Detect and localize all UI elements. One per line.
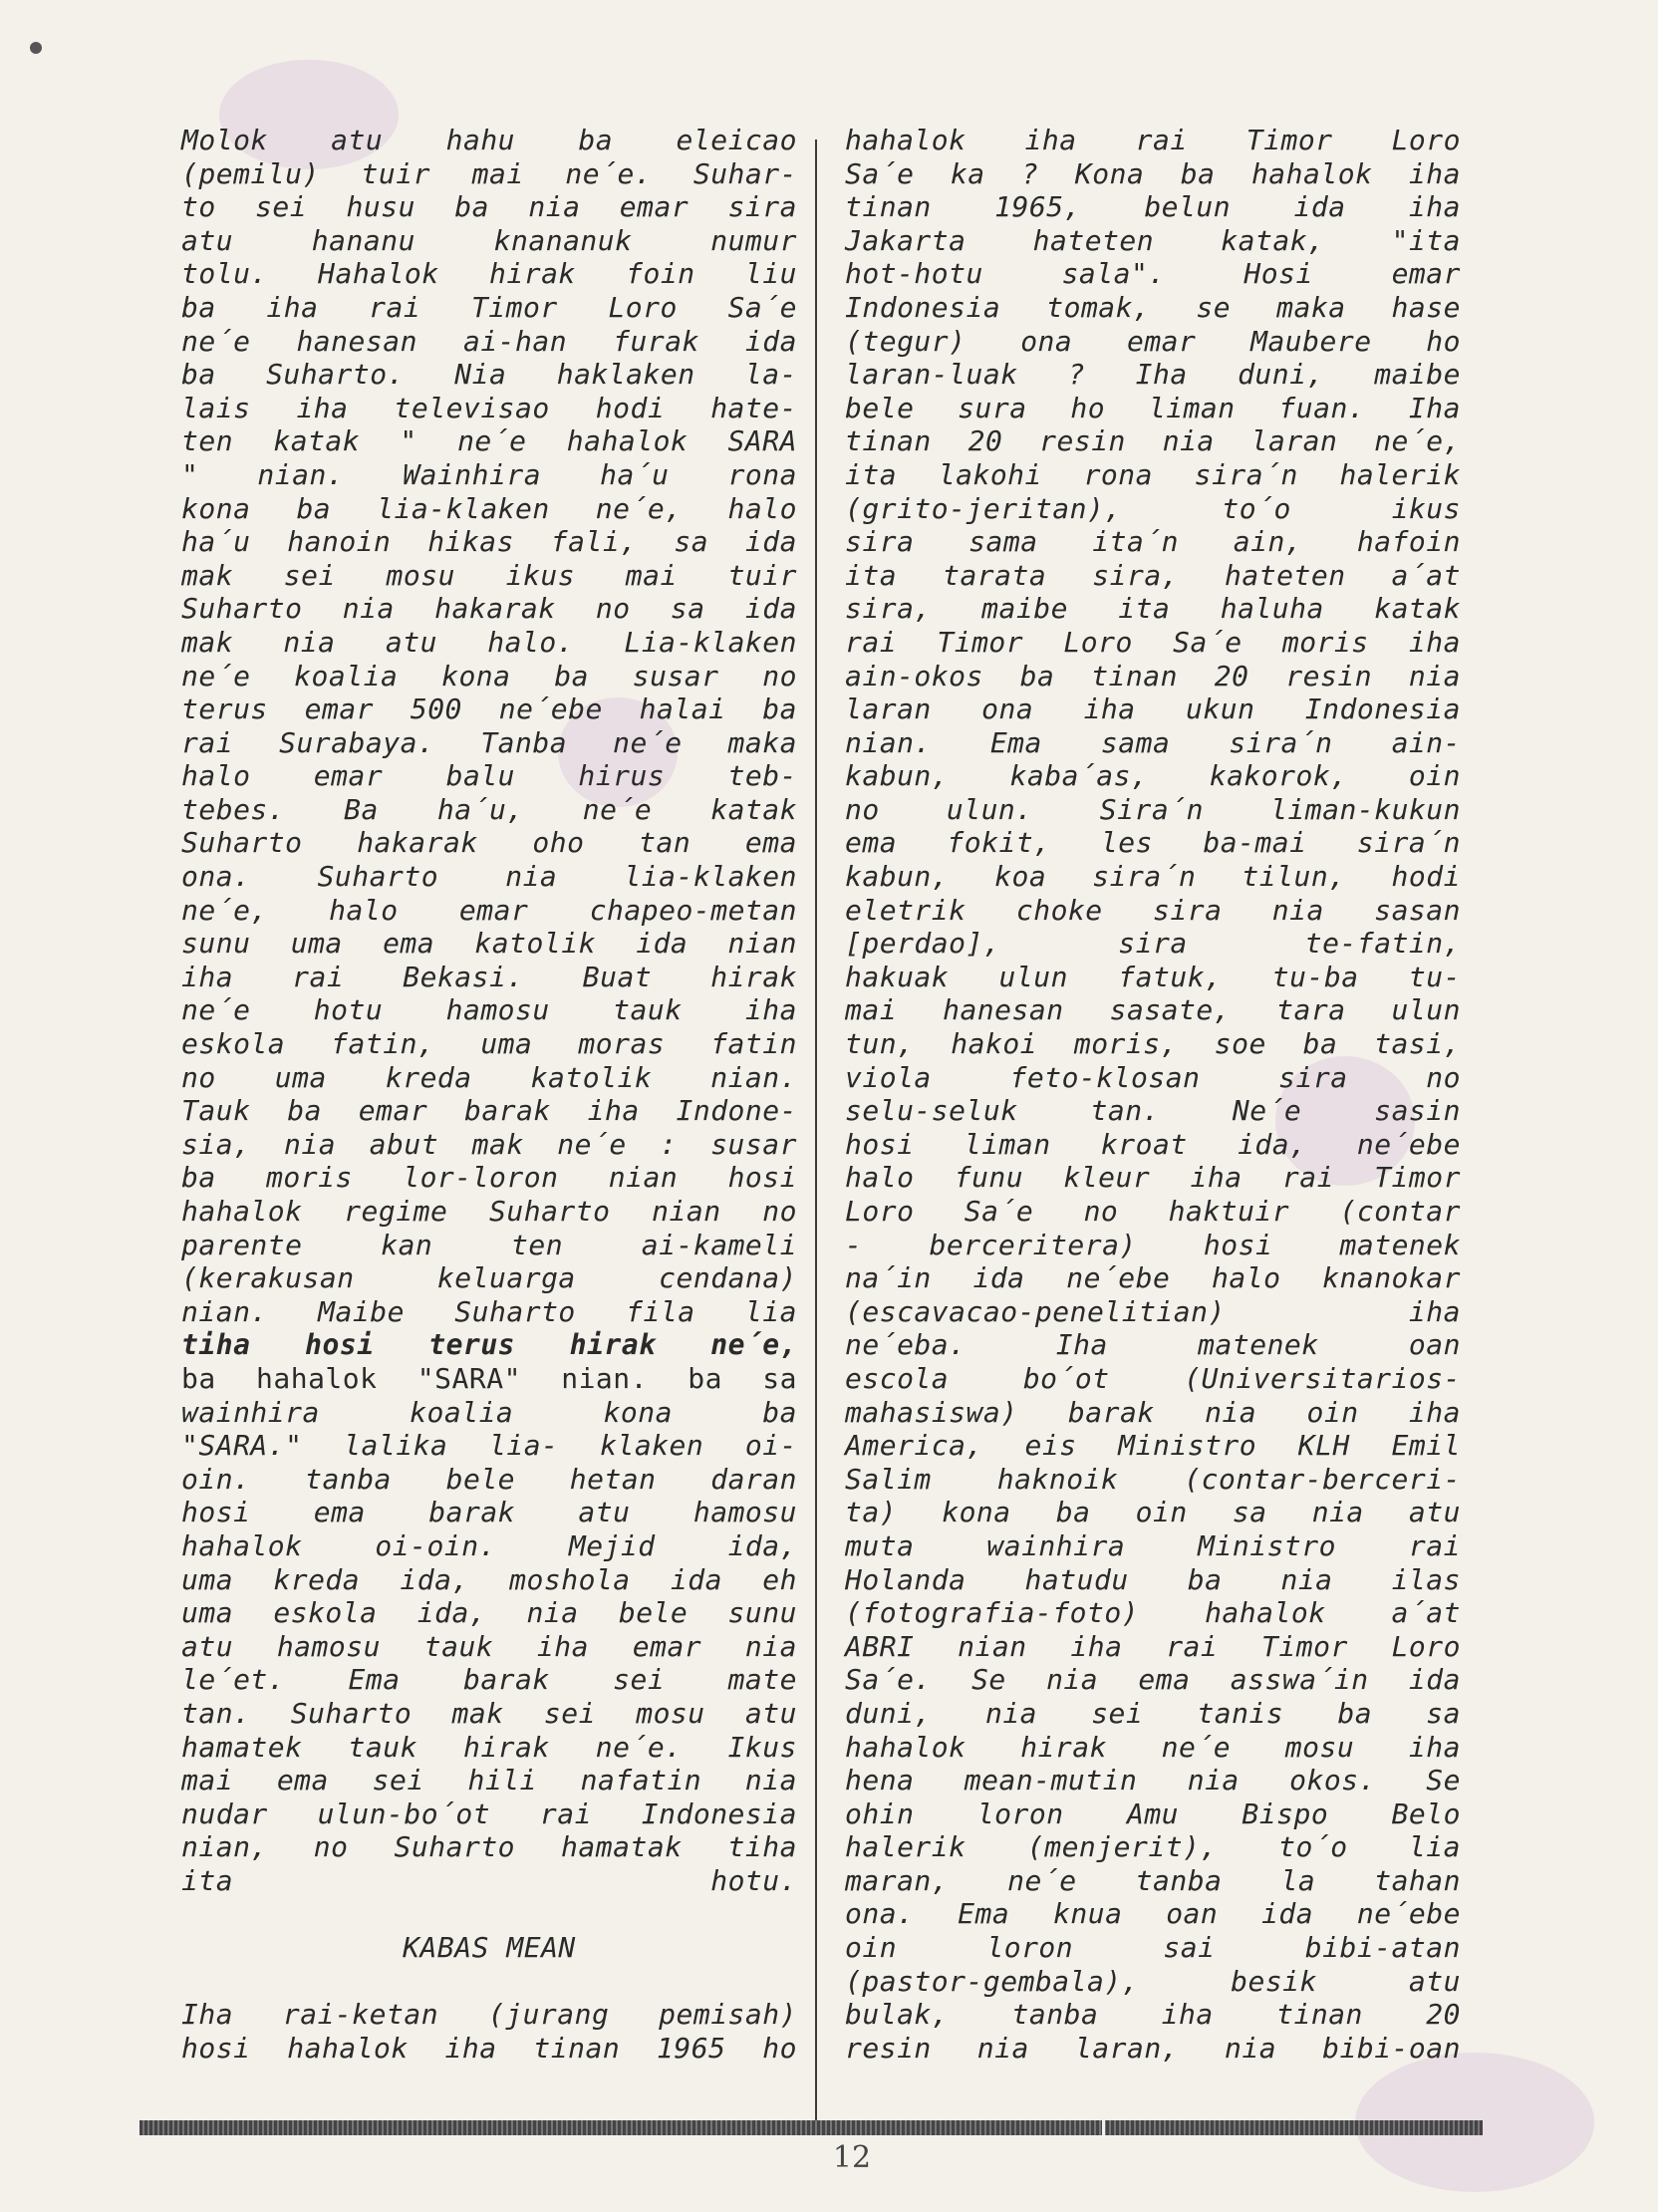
text-line: ema fokit, les ba-mai sira´n [845,826,1461,860]
text-line: Suharto hakarak oho tan ema [181,826,797,860]
left-column [181,124,797,2065]
text-line: Suharto nia hakarak no sa ida [181,592,797,626]
text-line: no uma kreda katolik nian. [181,1060,797,1094]
text-line: tiha hosi terus hirak ne´e, [181,1328,797,1362]
text-line: ona. Suharto nia lia-klaken [181,860,797,894]
text-line: tebes. Ba ha´u, ne´e katak [181,792,797,826]
text-line: tan. Suharto mak sei mosu atu [181,1696,797,1730]
text-line: lais iha televisao hodi hate- [181,391,797,424]
text-line: (kerakusan keluarga cendana) [181,1261,797,1295]
text-line: hahalok iha rai Timor Loro [845,124,1461,156]
text-line: eletrik choke sira nia sasan [845,893,1461,927]
text-line: rai Timor Loro Sa´e moris iha [845,625,1461,659]
text-line: eskola fatin, uma moras fatin [181,1027,797,1061]
text-line: le´et. Ema barak sei mate [181,1663,797,1697]
text-line: Sa´e. Se nia ema asswa´in ida [845,1663,1461,1697]
right-column [845,124,1461,2065]
text-line: (fotografia-foto) hahalok a´at [845,1596,1461,1630]
text-line: nian, no Suharto hamatak tiha [181,1830,797,1864]
text-line: parente kan ten ai-kameli [181,1228,797,1261]
paragraph-gap [181,1965,797,1999]
text-line: halo funu kleur iha rai Timor [845,1161,1461,1195]
text-line: muta wainhira Ministro rai [845,1528,1461,1562]
text-line: hosi ema barak atu hamosu [181,1496,797,1529]
text-line: ita hotu. [181,1863,797,1897]
text-line: (escavacao-penelitian) iha [845,1294,1461,1328]
column-divider [815,139,817,2126]
text-line: ba hahalok "SARA" nian. ba sa [181,1361,797,1395]
text-line: bele sura ho liman fuan. Iha [845,391,1461,424]
text-line: laran ona iha ukun Indonesia [845,692,1461,726]
text-line: Salim haknoik (contar-berceri- [845,1462,1461,1496]
text-line: laran-luak ? Iha duni, maibe [845,358,1461,392]
text-line: Indonesia tomak, se maka hase [845,290,1461,324]
text-line: atu hananu knananuk numur [181,223,797,257]
text-line: tinan 1965, belun ida iha [845,190,1461,224]
text-line: na´in ida ne´ebe halo knanokar [845,1261,1461,1295]
text-line: kabun, kaba´as, kakorok, oin [845,759,1461,793]
text-line: ona. Ema knua oan ida ne´ebe [845,1897,1461,1931]
text-line: sunu uma ema katolik ida nian [181,927,797,961]
section-heading: KABAS MEAN [403,1931,576,1965]
text-line: hahalok regime Suharto nian no [181,1195,797,1228]
text-line: "SARA." lalika lia- klaken oi- [181,1429,797,1463]
text-line: maran, ne´e tanba la tahan [845,1863,1461,1897]
text-line: selu-seluk tan. Ne´e sasin [845,1094,1461,1128]
text-line: sira sama ita´n ain, hafoin [845,525,1461,559]
text-line: duni, nia sei tanis ba sa [845,1696,1461,1730]
text-line: oin loron sai bibi-atan [845,1931,1461,1965]
text-line: sia, nia abut mak ne´e : susar [181,1127,797,1161]
text-line: [perdao], sira te-fatin, [845,927,1461,961]
page-number: 12 [832,2140,872,2175]
text-line: Holanda hatudu ba nia ilas [845,1562,1461,1596]
text-line: ita tarata sira, hateten a´at [845,558,1461,592]
text-line: (pemilu) tuir mai ne´e. Suhar- [181,156,797,190]
text-line: nudar ulun-bo´ot rai Indonesia [181,1797,797,1830]
text-line: sira, maibe ita haluha katak [845,592,1461,626]
text-line: Jakarta hateten katak, "ita [845,223,1461,257]
text-line: halo emar balu hirus teb- [181,759,797,793]
text-line: hamatek tauk hirak ne´e. Ikus [181,1730,797,1764]
text-line: ha´u hanoin hikas fali, sa ida [181,525,797,559]
text-line: ba moris lor-loron nian hosi [181,1161,797,1195]
text-line: hakuak ulun fatuk, tu-ba tu- [845,960,1461,993]
text-line: ne´eba. Iha matenek oan [845,1328,1461,1362]
text-line: Loro Sa´e no haktuir (contar [845,1195,1461,1228]
text-line: resin nia laran, nia bibi-oan [845,2031,1461,2065]
text-line: nian. Ema sama sira´n ain- [845,725,1461,759]
text-line: - berceritera) hosi matenek [845,1228,1461,1261]
text-line: escola bo´ot (Universitarios- [845,1361,1461,1395]
text-line: to sei husu ba nia emar sira [181,190,797,224]
text-line: Iha rai-ketan (jurang pemisah) [181,1998,797,2032]
text-line: hosi liman kroat ida, ne´ebe [845,1127,1461,1161]
text-line: kabun, koa sira´n tilun, hodi [845,860,1461,894]
text-line: hosi hahalok iha tinan 1965 ho [181,2031,797,2065]
text-line: Molok atu hahu ba eleicao [181,124,797,156]
footer-rule [139,2120,1483,2135]
paragraph-gap [181,1897,797,1931]
text-line: uma kreda ida, moshola ida eh [181,1562,797,1596]
text-line: ne´e, halo emar chapeo-metan [181,893,797,927]
text-line: tolu. Hahalok hirak foin liu [181,257,797,291]
text-line: oin. tanba bele hetan daran [181,1462,797,1496]
text-line: mai hanesan sasate, tara ulun [845,993,1461,1027]
text-line: ne´e hotu hamosu tauk iha [181,993,797,1027]
text-line: hahalok oi-oin. Mejid ida, [181,1528,797,1562]
text-line: rai Surabaya. Tanba ne´e maka [181,725,797,759]
text-line: ba iha rai Timor Loro Sa´e [181,290,797,324]
text-line: ohin loron Amu Bispo Belo [845,1797,1461,1830]
text-line: ain-okos ba tinan 20 resin nia [845,659,1461,692]
text-line: hot-hotu sala". Hosi emar [845,257,1461,291]
text-line: terus emar 500 ne´ebe halai ba [181,692,797,726]
text-line: ba Suharto. Nia haklaken la- [181,358,797,392]
text-line: mai ema sei hili nafatin nia [181,1764,797,1797]
text-line: hena mean-mutin nia okos. Se [845,1764,1461,1797]
text-line: atu hamosu tauk iha emar nia [181,1629,797,1663]
text-line: (pastor-gembala), besik atu [845,1964,1461,1998]
text-line: nian. Maibe Suharto fila lia [181,1294,797,1328]
text-line: Tauk ba emar barak iha Indone- [181,1094,797,1128]
text-line: (tegur) ona emar Maubere ho [845,324,1461,358]
text-line: ten katak " ne´e hahalok SARA [181,424,797,458]
text-line: viola feto-klosan sira no [845,1060,1461,1094]
footer-rule-gap [1102,2120,1105,2138]
text-line: wainhira koalia kona ba [181,1395,797,1429]
text-line: (grito-jeritan), to´o ikus [845,491,1461,525]
text-line: mak nia atu halo. Lia-klaken [181,625,797,659]
text-line: tinan 20 resin nia laran ne´e, [845,424,1461,458]
text-line: mahasiswa) barak nia oin iha [845,1395,1461,1429]
text-line: no ulun. Sira´n liman-kukun [845,792,1461,826]
text-line: bulak, tanba iha tinan 20 [845,1998,1461,2032]
text-line: tun, hakoi moris, soe ba tasi, [845,1027,1461,1061]
text-line: ne´e koalia kona ba susar no [181,659,797,692]
text-line: kona ba lia-klaken ne´e, halo [181,491,797,525]
text-line: America, eis Ministro KLH Emil [845,1429,1461,1463]
text-line: halerik (menjerit), to´o lia [845,1830,1461,1864]
text-line: iha rai Bekasi. Buat hirak [181,960,797,993]
text-line: uma eskola ida, nia bele sunu [181,1596,797,1630]
text-line: ta) kona ba oin sa nia atu [845,1496,1461,1529]
text-line: ita lakohi rona sira´n halerik [845,457,1461,491]
text-line: " nian. Wainhira ha´u rona [181,457,797,491]
text-line: ne´e hanesan ai-han furak ida [181,324,797,358]
text-line: Sa´e ka ? Kona ba hahalok iha [845,156,1461,190]
text-line: mak sei mosu ikus mai tuir [181,558,797,592]
text-line: ABRI nian iha rai Timor Loro [845,1629,1461,1663]
text-line: hahalok hirak ne´e mosu iha [845,1730,1461,1764]
punch-hole-mark [30,42,42,54]
